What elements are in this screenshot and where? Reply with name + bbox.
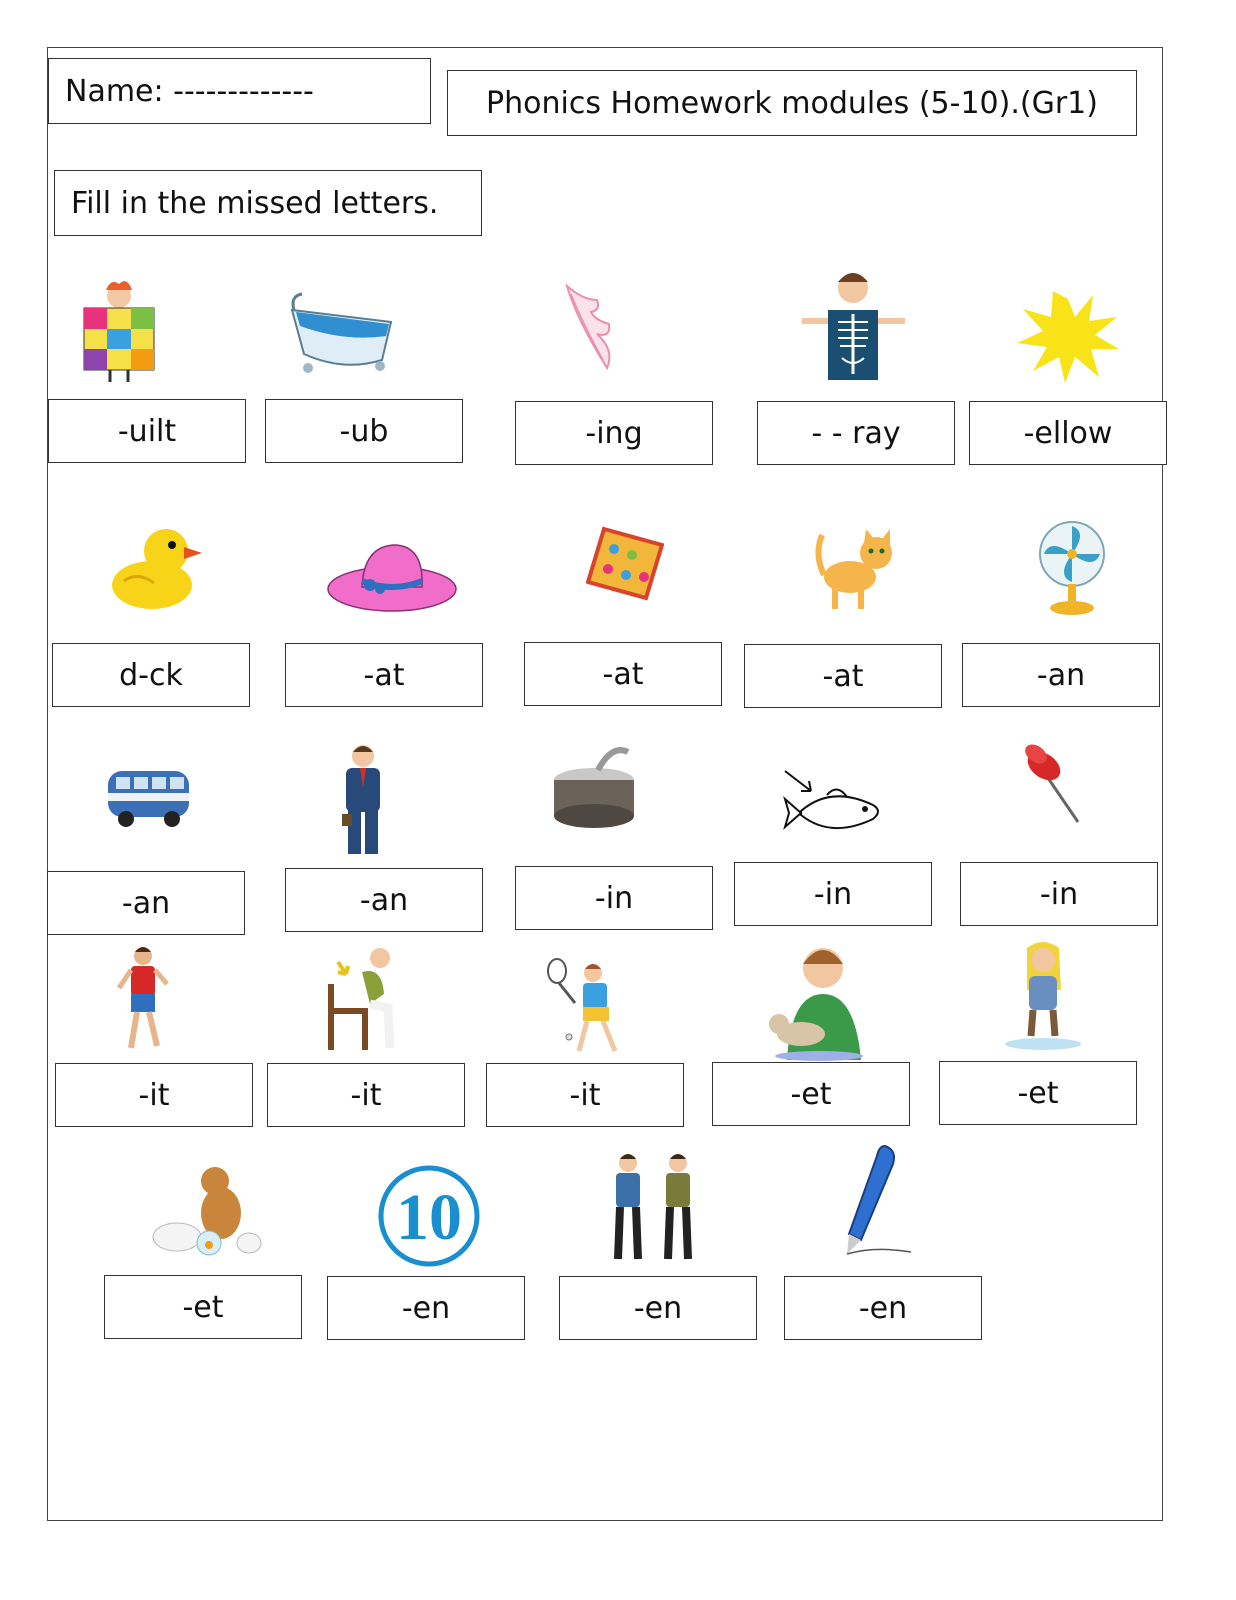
pin-picture [1014,738,1087,825]
word-box-vet[interactable] [712,1062,910,1126]
word-text: -en [858,1290,908,1326]
men-picture [600,1151,708,1263]
word-box-x-ray[interactable] [757,401,955,465]
word-box-man-sitting[interactable] [267,1063,465,1127]
word-text: -at [822,658,864,694]
word-box-men[interactable] [559,1276,757,1340]
word-text: -it [350,1077,382,1113]
word-box-tub[interactable] [265,399,463,463]
word-text: -en [633,1290,683,1326]
name-field[interactable] [48,58,431,124]
word-text: -it [569,1077,601,1113]
word-box-cat[interactable] [744,644,942,708]
worksheet-title-box [447,70,1137,136]
man-picture [326,742,400,859]
word-text: -en [401,1290,451,1326]
word-box-pen[interactable] [784,1276,982,1340]
word-text: -ellow [1023,415,1113,451]
ten-picture [377,1163,481,1269]
instruction-text: Fill in the missed letters. [71,185,439,221]
van-picture [106,765,191,831]
word-box-ten[interactable] [327,1276,525,1340]
quilt-picture [76,280,162,384]
x-ray-picture [798,270,909,380]
word-box-pin[interactable] [960,862,1158,926]
man-sitting-picture [318,944,402,1054]
word-text: -et [1017,1075,1059,1111]
word-box-boy-hitting[interactable] [486,1063,684,1127]
word-text: d-ck [119,657,183,693]
fan-picture [1036,518,1109,618]
word-text: -at [602,656,644,692]
word-text: -in [1039,876,1079,912]
word-text: -uilt [117,413,177,449]
word-box-van[interactable] [47,871,245,935]
word-text: -an [1036,657,1086,693]
word-box-mat[interactable] [524,642,722,706]
pets-picture [149,1163,265,1259]
word-box-quilt[interactable] [48,399,246,463]
instruction-box [54,170,482,236]
word-text: -et [790,1076,832,1112]
word-text: -in [594,880,634,916]
mat-picture [586,525,664,602]
word-box-boy-running[interactable] [55,1063,253,1127]
word-box-man[interactable] [285,868,483,932]
fish-fin-picture [781,765,889,851]
vet-picture [757,940,881,1062]
word-text: -it [138,1077,170,1113]
word-text: -at [363,657,405,693]
wing-picture [557,280,619,375]
bathtub-picture [284,280,399,380]
boy-running-picture [105,944,183,1054]
cat-picture [812,525,897,613]
tin-can-picture [548,740,641,830]
hat-picture [326,535,458,617]
word-text: - - ray [811,415,901,451]
worksheet-title: Phonics Homework modules (5-10).(Gr1) [486,85,1098,121]
word-box-pets[interactable] [104,1275,302,1339]
word-box-wing[interactable] [515,401,713,465]
word-box-yellow[interactable] [969,401,1167,465]
ten-number: 10 [396,1181,462,1254]
boy-hitting-picture [545,955,640,1055]
name-label: Name: ------------- [65,73,314,109]
word-text: -an [359,882,409,918]
duck-picture [104,515,205,617]
word-text: -an [121,885,171,921]
word-box-fan[interactable] [962,643,1160,707]
word-box-fin[interactable] [734,862,932,926]
word-box-tin[interactable] [515,866,713,930]
word-text: -in [813,876,853,912]
word-text: -ing [585,415,643,451]
word-text: -et [182,1289,224,1325]
pen-picture [825,1142,915,1260]
yellow-splash-picture [1013,287,1123,385]
word-box-girl-wet[interactable] [939,1061,1137,1125]
word-text: -ub [339,413,389,449]
word-box-duck[interactable] [52,643,250,707]
girl-wet-picture [999,940,1087,1052]
word-box-hat[interactable] [285,643,483,707]
